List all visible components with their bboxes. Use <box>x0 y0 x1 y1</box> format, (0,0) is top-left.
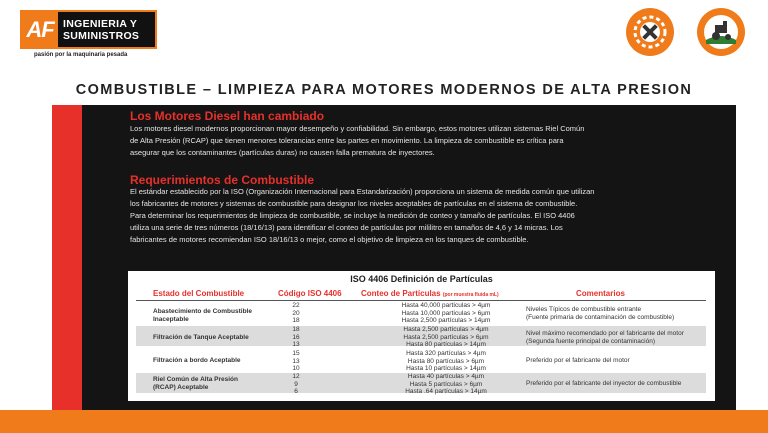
state-line: Riel Común de Alta Presión <box>153 376 238 383</box>
table-row <box>136 373 706 393</box>
footer-bar <box>0 410 768 433</box>
col-header-code: Código ISO 4406 <box>278 289 342 298</box>
paragraph-line: utiliza una serie de tres números (18/16/13) para identificar el conteo de partículas por mililitro en tamaños de 4,6 y 14 micras. Los <box>130 223 563 232</box>
count-value: Hasta 2,500 partículas > 14µm <box>401 317 491 324</box>
paragraph-line: El estándar establecido por la ISO (Organización Internacional para Estandarización) proporciona un sistema de medida común que utilizan <box>130 187 595 196</box>
row-state <box>153 376 238 391</box>
company-logo[interactable] <box>20 10 157 49</box>
logo-line-1: INGENIERIA Y <box>63 17 138 30</box>
col-header-state: Estado del Combustible <box>153 289 245 298</box>
comment-line: (Segunda fuente principal de contaminación) <box>526 337 656 345</box>
row-state <box>153 308 252 323</box>
tagline: pasión por la maquinaria pesada <box>34 52 128 58</box>
row-counts <box>366 326 526 349</box>
paragraph-line: asegurar que los contaminantes (partículas duras) no causen falla prematura de inyectores. <box>130 148 435 157</box>
count-value: Hasta 40 partículas > 4µm <box>407 373 485 380</box>
code-value: 9 <box>294 380 298 388</box>
code-value: 10 <box>292 365 300 372</box>
count-header-text: Conteo de Partículas <box>361 289 441 298</box>
count-header-note: (por muestra fluida mL) <box>442 292 499 298</box>
comment-line: (Fuente primaria de contaminación de combustible) <box>526 313 675 321</box>
row-state <box>153 357 241 365</box>
col-header-comments: Comentarios <box>576 289 625 298</box>
code-value: 20 <box>292 309 300 317</box>
tractor-icon <box>697 8 745 56</box>
count-value: Hasta 2,500 partículas > 6µm <box>403 333 489 341</box>
comment-line: Preferido por el fabricante del motor <box>526 357 630 364</box>
state-line: Filtración de Tanque Aceptable <box>153 334 249 341</box>
paragraph-line: Los motores diesel modernos proporcionan mayor desempeño y confiabilidad. Sin embargo, estos motores utilizan sistemas Riel Común <box>130 124 585 133</box>
code-value: 18 <box>292 326 300 333</box>
row-counts <box>366 350 526 373</box>
logo-text <box>58 18 139 42</box>
comment-line: Preferido por el fabricante del inyector de combustible <box>526 380 682 387</box>
code-value: 15 <box>292 350 300 357</box>
code-value: 16 <box>292 333 300 341</box>
red-accent-bar <box>52 105 82 410</box>
section-paragraph-diesel <box>130 123 700 159</box>
col-header-count <box>361 289 499 298</box>
code-value: 13 <box>292 357 300 365</box>
paragraph-line: los fabricantes de motores y sistemas de combustible para designar los niveles aceptables de partículas en el sistema de combustible. <box>130 199 578 208</box>
row-counts <box>366 373 526 396</box>
state-line: Abastecimiento de Combustible <box>153 308 252 315</box>
row-codes <box>281 373 311 396</box>
comment-line: Nivel máximo recomendado por el fabricante del motor <box>526 330 684 337</box>
paragraph-line: de Alta Presión (RCAP) que tienen menores tolerancias entre las partes en movimiento. La limpieza de combustible es crítica para <box>130 136 564 145</box>
logo-mark: AF <box>22 12 58 47</box>
row-comment <box>526 306 706 321</box>
paragraph-line: Para determinar los requerimientos de limpieza de combustible, se incluye la medición de conteo y tamaño de partículas. El ISO 4406 <box>130 211 575 220</box>
state-line: Inaceptable <box>153 315 189 323</box>
paragraph-line: fabricantes de motores recomiendan ISO 18/16/13 o mejor, como el objetivo de limpieza en los tanques de combustible. <box>130 235 529 244</box>
code-value: 6 <box>294 388 298 395</box>
table-row <box>136 326 706 346</box>
row-codes <box>281 326 311 349</box>
count-value: Hasta 80 partículas > 6µm <box>407 357 485 365</box>
state-line: (RCAP) Aceptable <box>153 383 209 391</box>
count-value: Hasta 10 partículas > 14µm <box>406 365 486 372</box>
header <box>0 0 768 66</box>
section-paragraph-requirements <box>130 186 700 246</box>
count-value: Hasta 5 partículas > 6µm <box>409 380 483 388</box>
page-title: COMBUSTIBLE – LIMPIEZA PARA MOTORES MODERNOS DE ALTA PRESION <box>75 82 693 98</box>
row-comment <box>526 330 706 345</box>
comment-line: Niveles Típicos de combustible entrante <box>526 306 642 313</box>
row-counts <box>366 302 526 325</box>
count-value: Hasta 40,000 partículas > 4µm <box>401 302 491 309</box>
table-title: ISO 4406 Definición de Partículas <box>350 274 493 284</box>
state-line: Filtración a bordo Aceptable <box>153 357 241 364</box>
count-value: Hasta .64 partículas > 14µm <box>405 388 487 395</box>
row-comment <box>526 357 706 365</box>
row-codes <box>281 350 311 373</box>
table-row <box>136 302 706 322</box>
code-value: 12 <box>292 373 300 380</box>
count-value: Hasta 80 partículas > 14µm <box>406 341 486 348</box>
count-value: Hasta 2,500 partículas > 4µm <box>403 326 489 333</box>
code-value: 13 <box>292 341 300 348</box>
count-value: Hasta 320 partículas > 4µm <box>406 350 486 357</box>
row-comment <box>526 380 706 388</box>
gear-tools-icon <box>626 8 674 56</box>
section-heading-diesel: Los Motores Diesel han cambiado <box>130 109 325 123</box>
logo-line-2: SUMINISTROS <box>63 29 140 42</box>
count-value: Hasta 10,000 partículas > 6µm <box>401 309 491 317</box>
iso-4406-table <box>128 271 715 401</box>
code-value: 18 <box>292 317 300 324</box>
code-value: 22 <box>292 302 300 309</box>
section-heading-requirements: Requerimientos de Combustible <box>130 173 315 187</box>
row-state <box>153 334 249 342</box>
table-row <box>136 350 706 370</box>
header-divider <box>136 300 706 301</box>
row-codes <box>281 302 311 325</box>
